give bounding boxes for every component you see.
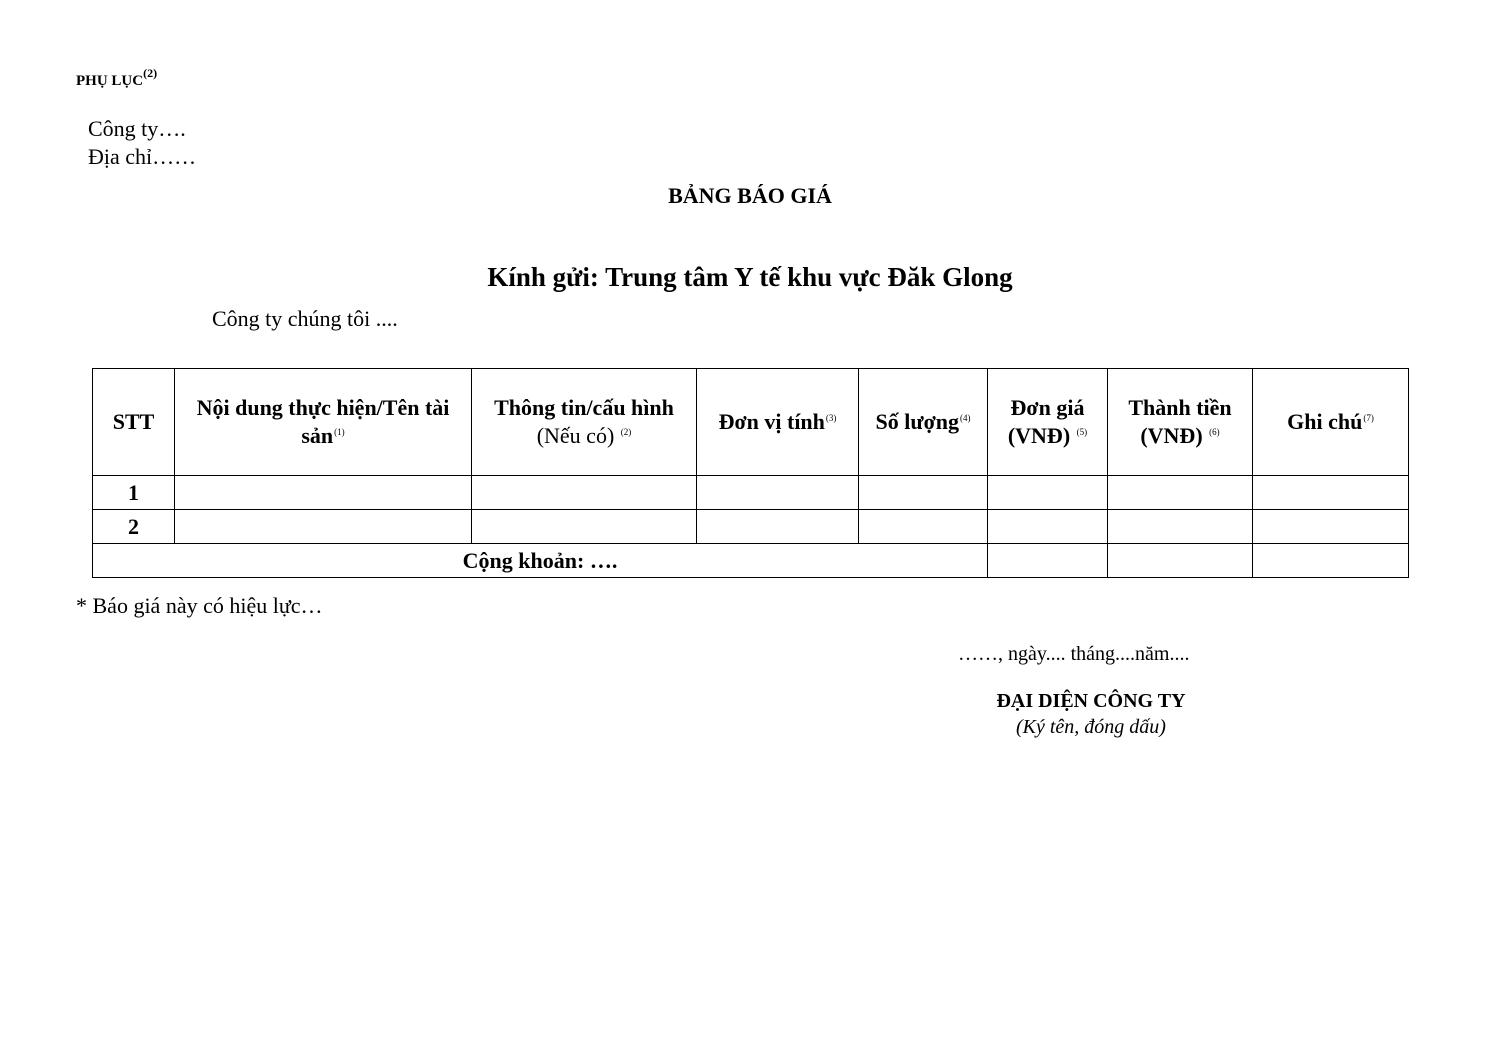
header-unit-price-note: (5): [1076, 426, 1088, 437]
header-content: Nội dung thực hiện/Tên tài sản$^{(1)}$: [175, 369, 472, 476]
table-cell: [472, 476, 697, 510]
table-cell: [988, 510, 1108, 544]
header-note: Ghi chú$^{(7)}$: [1253, 369, 1409, 476]
table-cell: [697, 510, 859, 544]
address-line: Địa chỉ……: [88, 144, 197, 169]
table-cell: [697, 476, 859, 510]
appendix-footnote: (2): [143, 66, 158, 80]
header-note-note: (7): [1363, 412, 1374, 423]
table-cell: [175, 510, 472, 544]
table-cell: [859, 510, 988, 544]
quote-table: [92, 368, 1409, 578]
table-cell: [1108, 510, 1253, 544]
table-cell: [988, 544, 1108, 578]
table-cell: [175, 476, 472, 510]
header-unit-price: Đơn giá (VNĐ) $^{(5)}$: [988, 369, 1108, 476]
table-cell: [1253, 510, 1409, 544]
company-line: Công ty….: [88, 116, 186, 141]
table-cell: [472, 510, 697, 544]
appendix-label: [76, 68, 157, 90]
header-unit: Đơn vị tính$^{(3)}$: [697, 369, 859, 476]
header-quantity-note: (4): [959, 412, 971, 423]
table-cell: [988, 476, 1108, 510]
document-title: BẢNG BÁO GIÁ: [668, 183, 832, 208]
table-cell: [859, 476, 988, 510]
header-config: Thông tin/cấu hình (Nếu có) $^{(2)}$: [472, 369, 697, 476]
table-row: [93, 476, 1409, 510]
header-amount: Thành tiền (VNĐ) $^{(6)}$: [1108, 369, 1253, 476]
header-amount-note: (6): [1209, 426, 1220, 437]
header-unit-note: (3): [825, 412, 837, 423]
header-content-note: (1): [334, 426, 345, 437]
appendix-text: PHỤ LỤC: [76, 73, 144, 89]
recipient-line: Kính gửi: Trung tâm Y tế khu vực Đăk Glong: [487, 262, 1013, 292]
table-cell: [1253, 544, 1409, 578]
intro-line: Công ty chúng tôi ....: [212, 306, 398, 331]
row-stt: 1: [93, 476, 175, 510]
header-quantity: Số lượng$^{(4)}$: [859, 369, 988, 476]
signature-note: (Ký tên, đóng dấu): [1016, 716, 1166, 738]
header-config-sub: (Nếu có): [536, 423, 615, 448]
table-cell: [1108, 544, 1253, 578]
header-stt: STT: [93, 369, 175, 476]
table-header-row: [93, 369, 1409, 476]
validity-note: * Báo giá này có hiệu lực…: [76, 593, 323, 618]
representative-title: ĐẠI DIỆN CÔNG TY: [996, 690, 1186, 712]
total-label: Cộng khoản: ….: [93, 544, 988, 578]
date-line: ……, ngày.... tháng....năm....: [958, 643, 1190, 665]
total-row: [93, 544, 1409, 578]
table-row: [93, 510, 1409, 544]
table-cell: [1108, 476, 1253, 510]
table-cell: [1253, 476, 1409, 510]
header-config-note: (2): [620, 426, 632, 437]
row-stt: 2: [93, 510, 175, 544]
